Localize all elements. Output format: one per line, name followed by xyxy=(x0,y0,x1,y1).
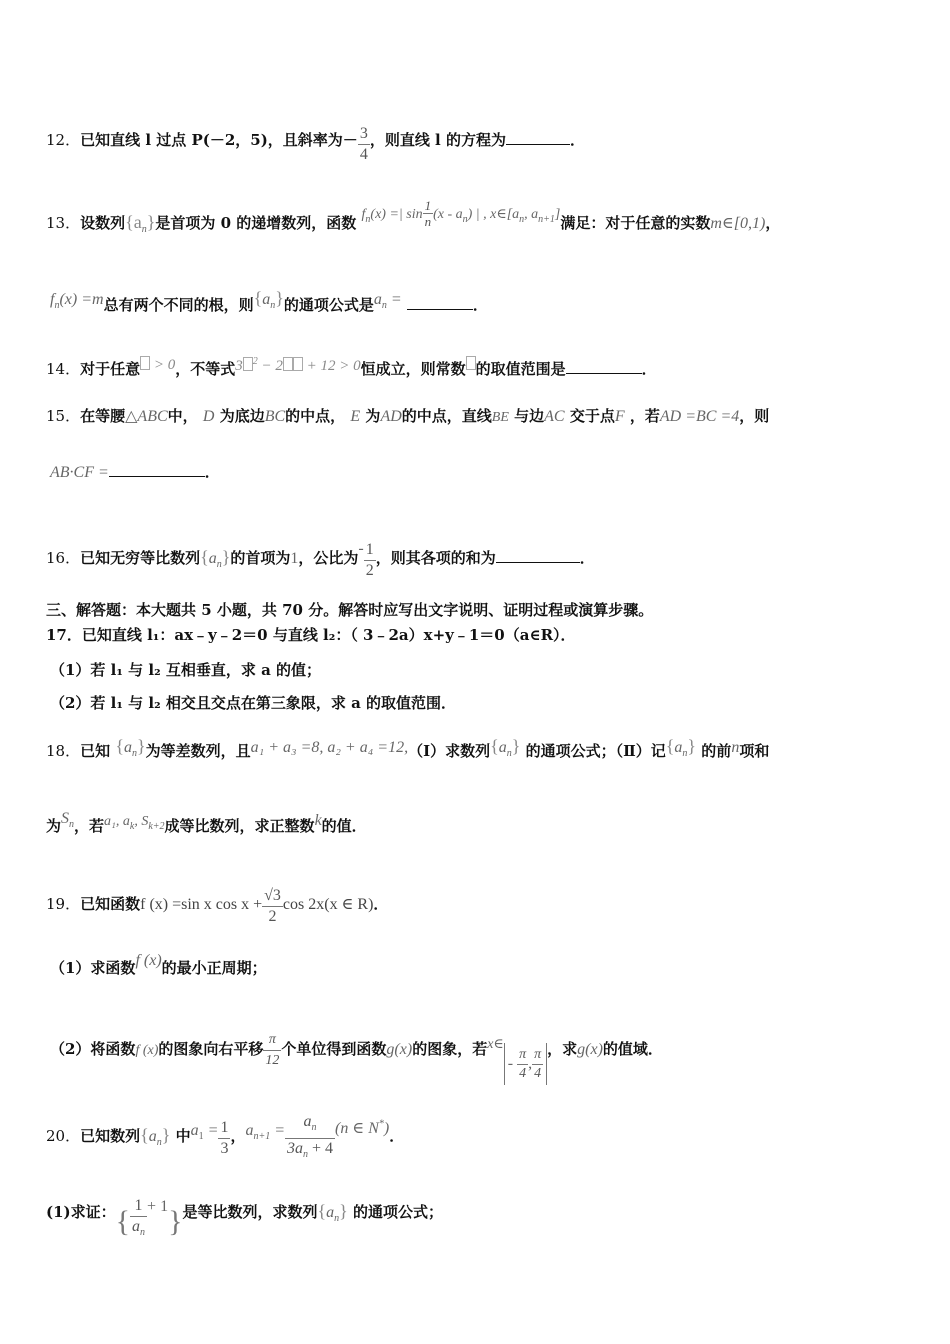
question-20: 20．已知数列$\{a_n\}$ 中$a_1$ = $\frac{1}{3}$ ，$a_{n+1}$ = $\frac{a_n}{3a_n + 4}$ (n ∈ N*)． xyxy=(46,1112,404,1165)
equation-fn-m: $f_n(x) =m$ xyxy=(50,291,104,311)
missing-glyph-icon xyxy=(243,357,253,371)
question-17: 17．已知直线 l₁：ax﹣y﹣2＝0 与直线 l₂：（ 3﹣2a）x+y﹣1＝0（a∈R）． xyxy=(46,626,576,644)
answer-blank-14[interactable] xyxy=(566,373,642,374)
question-15: 15．在等腰△ABC中， D 为底边BC的中点， E 为AD的中点，直线BE 与边AC 交于点F ，若AD =BC =4，则 xyxy=(46,407,770,425)
question-16: 16．已知无穷等比数列$\{a_n\}$的首项为1，公比为- $\frac{1}{2}$ ，则其各项的和为 ． xyxy=(46,540,595,579)
missing-glyph-icon xyxy=(466,356,476,370)
question-19-part-2: （2）将函数f (x)的图象向右平移 $\frac{\pi}{12}$ 个单位得到函数g(x)的图象，若x∈- $\frac{\pi}{4}$ , $\frac{\pi}{4}$ ，求g(x)的值域． xyxy=(50,1030,663,1085)
question-17-part-2: （2）若 l₁ 与 l₂ 相交且交点在第三象限，求 a 的取值范围． xyxy=(50,694,457,712)
answer-blank-15[interactable] xyxy=(109,476,205,477)
question-12: 12．已知直线 l 过点 P(－2，5)，且斜率为－ $\frac{3}{4}$ ，则直线 l 的方程为 ． xyxy=(46,125,585,163)
question-13-cont: $f_n(x) =m$总有两个不同的根，则$\{a_n\}$的通项公式是$a_n$ = ． xyxy=(50,288,488,314)
answer-blank-13[interactable] xyxy=(407,309,473,310)
pi-over-12-fraction: $\frac{\pi}{12}$ xyxy=(265,1032,280,1068)
function-fn-definition: $f_n(x)$ =| sin $\frac{1}{n}$ $(x - a_n)$ | , $x\in[a_n$, $a_{n+1}$] xyxy=(361,198,561,229)
missing-glyph-icon xyxy=(140,356,150,370)
question-14: 14．对于任意 > 0，不等式3 $^2$ − 2 + 12 > 0恒成立，则常数 的取值范围是 ． xyxy=(46,356,657,378)
missing-glyph-icon xyxy=(293,357,303,371)
interval-brackets: - $\frac{\pi}{4}$ , $\frac{\pi}{4}$ xyxy=(504,1043,547,1085)
missing-glyph-icon xyxy=(283,357,293,371)
question-19: 19．已知函数f (x) =sin x cos x + $\frac{√3}{2}$ cos 2x(x ∈ R)． xyxy=(46,887,389,925)
slope-fraction: $\frac{3}{4}$ xyxy=(359,125,368,163)
recurrence-fraction: $\frac{a_n}{3a_n + 4}$ xyxy=(287,1113,334,1160)
question-17-part-1: （1）若 l₁ 与 l₂ 互相垂直，求 a 的值； xyxy=(50,661,322,679)
question-15-cont: AB·CF = ． xyxy=(50,463,220,481)
question-13: 13．设数列$\{a_n\}$是首项为 0 的递增数列，函数 $f_n(x)$ =| sin $\frac{1}{n}$ $(x - a_n)$ | , $x\in[a_n$, $a_{n+1}$]满足：对于任意的实数m∈[0,1)， xyxy=(46,198,781,235)
section-heading: 三、解答题：本大题共 5 小题，共 70 分。解答时应写出文字说明、证明过程或演算步骤。 xyxy=(46,601,654,619)
sqrt3-over-2-fraction: $\frac{√3}{2}$ xyxy=(264,887,281,925)
question-19-part-1: （1）求函数f (x)的最小正周期； xyxy=(50,952,267,977)
sequence-an: $\{a_n\}$ xyxy=(125,212,156,235)
answer-blank-12[interactable] xyxy=(506,144,570,145)
question-18-cont: 为$S_n$，若a₁, $a_k$, $S_{k+2}$成等比数列，求正整数k的值． xyxy=(46,810,367,835)
inequality-expression: 3 $^2$ − 2 + 12 > 0 xyxy=(235,356,361,374)
one-third-fraction: $\frac{1}{3}$ xyxy=(220,1119,229,1157)
answer-blank-16[interactable] xyxy=(496,562,580,563)
question-18: 18．已知 $\{a_n\}$为等差数列，且a₁ + a₃ =8, a₂ + a₄ =12,（Ⅰ）求数列$\{a_n\}$ 的通项公式；（Ⅱ）记$\{a_n\}$ 的前n项和 xyxy=(46,736,770,760)
question-20-part-1: (1)求证：{ $\frac{1}{a_n}$ + 1}是等比数列，求数列$\{a_n\}$ 的通项公式； xyxy=(46,1196,443,1244)
reciprocal-set: { xyxy=(115,1205,131,1238)
ratio-fraction: $\frac{1}{2}$ xyxy=(365,541,374,579)
